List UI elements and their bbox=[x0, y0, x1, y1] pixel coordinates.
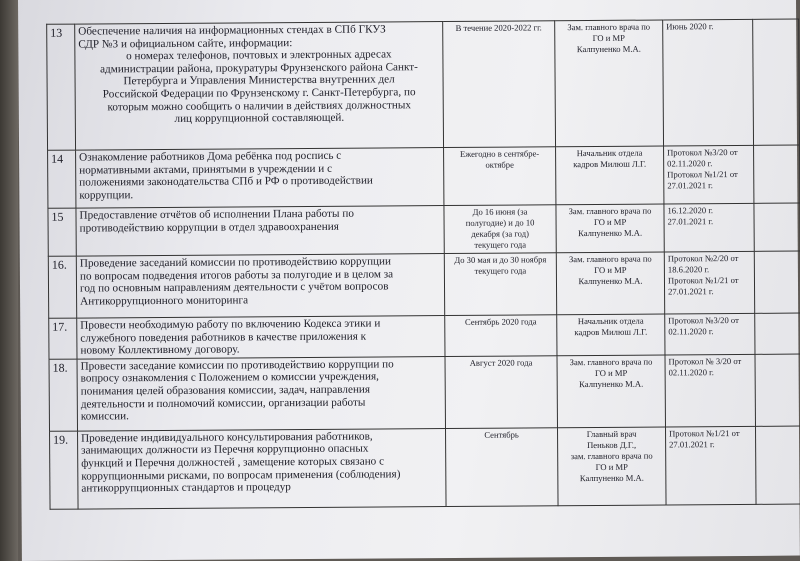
term-line: октябре bbox=[485, 159, 514, 170]
desc-line: Проведение заседаний комиссии по противодействию коррупции bbox=[79, 255, 392, 270]
resp-line: ГО и МР bbox=[594, 367, 628, 378]
completion-mark-cell bbox=[665, 426, 756, 505]
resp-line: ГО и МР bbox=[593, 216, 627, 227]
completion-mark-cell bbox=[665, 313, 755, 354]
resp-line: ГО и МР bbox=[594, 264, 627, 275]
deadline-cell bbox=[445, 356, 557, 429]
row-number: 17. bbox=[49, 318, 77, 359]
resp-line: Зам. главного врача по bbox=[568, 253, 652, 265]
term-line: полугодие) и до 10 bbox=[465, 217, 535, 228]
measure-description bbox=[76, 254, 444, 319]
desc-line: положениями законодательства СПб и РФ о противодействии bbox=[79, 174, 373, 189]
mark-line: Протокол №3/20 от bbox=[667, 146, 738, 158]
measure-description bbox=[78, 428, 447, 509]
blank-cell bbox=[753, 19, 800, 145]
desc-line: СДР №3 и официальном сайте, информации: bbox=[78, 36, 293, 51]
completion-mark-cell bbox=[664, 251, 754, 314]
mark-line: 27.01.2021 г. bbox=[669, 438, 715, 450]
resp-line: ГО и МР bbox=[595, 461, 628, 472]
desc-line: Проведение индивидуального консультирования работников, bbox=[81, 430, 373, 445]
responsible-cell bbox=[557, 355, 666, 428]
responsible-cell bbox=[556, 252, 664, 315]
mark-line: 02.11.2020 г. bbox=[668, 366, 714, 378]
term-line: В течение 2020-2022 гг. bbox=[455, 22, 542, 33]
document-page bbox=[18, 0, 800, 561]
desc-line: занимающих должности из Перечня коррупционно опасных bbox=[81, 442, 369, 457]
resp-line: Калпуненко М.А. bbox=[579, 472, 644, 483]
term-line: текущего года bbox=[474, 265, 527, 276]
term-line: Сентябрь bbox=[484, 429, 519, 440]
mark-line: 27.01.2021 г. bbox=[667, 180, 713, 191]
term-line: До 16 июня (за bbox=[472, 206, 528, 217]
measure-description bbox=[75, 22, 444, 151]
desc-line: коррупции. bbox=[79, 188, 134, 202]
mark-line: Протокол №1/21 от bbox=[667, 168, 738, 180]
desc-line: антикоррупционных стандартов и процедур bbox=[81, 481, 291, 495]
mark-line: 27.01.2021 г. bbox=[668, 286, 714, 297]
term-line: текущего года bbox=[474, 239, 527, 250]
resp-line: Калпуненко М.А. bbox=[576, 43, 641, 55]
desc-line: комиссии. bbox=[80, 410, 129, 423]
row-number: 13 bbox=[47, 24, 76, 150]
deadline-cell bbox=[444, 205, 556, 254]
resp-line: кадров Милюш Л.Г. bbox=[574, 326, 648, 338]
desc-line: нормативными актами, принятыми в учреждении и с bbox=[79, 162, 333, 177]
blank-cell bbox=[754, 145, 800, 203]
desc-line: по вопросам подведения итогов работы за полугодие и в целом за bbox=[79, 267, 394, 283]
resp-line: Калпуненко М.А. bbox=[578, 275, 643, 287]
term-line: Август 2020 года bbox=[469, 357, 533, 368]
mark-line: 27.01.2021 г. bbox=[667, 216, 714, 227]
resp-line: ГО и МР bbox=[592, 32, 625, 43]
desc-line: которым можно сообщить о наличии в действиях должностных bbox=[107, 98, 412, 113]
blank-cell bbox=[755, 426, 800, 504]
measure-description bbox=[77, 356, 445, 431]
blank-cell bbox=[755, 313, 800, 354]
table-row bbox=[48, 145, 800, 208]
table-row bbox=[49, 354, 800, 431]
resp-line: Зам. главного врача по bbox=[569, 356, 653, 367]
responsible-cell bbox=[557, 427, 666, 506]
desc-line: лиц коррупционной составляющей. bbox=[174, 111, 345, 126]
desc-line: Предоставление отчётов об исполнении Плана работы по bbox=[79, 207, 354, 222]
resp-line: зам. главного врача по bbox=[570, 450, 653, 461]
desc-line: вопросу ознакомления с Положением о комиссии учреждения, bbox=[80, 370, 379, 385]
measure-description bbox=[76, 206, 444, 257]
mark-line: 18.6.2020 г. bbox=[667, 264, 710, 275]
resp-line: Пеньков Д.Г., bbox=[587, 439, 637, 450]
desc-line: год по основным направлениям деятельности с учётом вопросов bbox=[79, 280, 389, 295]
responsible-cell bbox=[556, 204, 664, 253]
desc-line: Обеспечение наличия на информационных стендах в СПб ГКУЗ bbox=[78, 23, 386, 38]
table-row bbox=[48, 251, 800, 318]
mark-line: 02.11.2020 г. bbox=[668, 326, 714, 337]
responsible-cell bbox=[556, 146, 664, 205]
desc-line: функций и Перечня должностей , замещение которых связано с bbox=[81, 455, 385, 470]
mark-line: Протокол №1/21 от bbox=[667, 274, 739, 286]
desc-line: Петербурга и Управления Министерства внутренних дел bbox=[123, 73, 395, 88]
completion-mark-cell bbox=[664, 145, 754, 204]
term-line: Сентябрь 2020 года bbox=[464, 316, 537, 327]
blank-cell bbox=[755, 354, 800, 426]
completion-mark-cell bbox=[663, 19, 754, 146]
deadline-cell bbox=[443, 21, 556, 148]
deadline-cell bbox=[444, 147, 556, 206]
blank-cell bbox=[754, 203, 800, 251]
mark-line: Протокол №1/21 от bbox=[669, 427, 740, 439]
term-line: До 30 мая и до 30 ноября bbox=[454, 254, 547, 265]
resp-line: кадров Милюш Л.Г. bbox=[573, 158, 647, 170]
term-line: декабря (за год) bbox=[471, 228, 529, 239]
desc-line: о номерах телефонов, почтовых и электронных адресах bbox=[126, 48, 392, 63]
resp-line: Начальник отдела bbox=[577, 315, 644, 327]
mark-line: 02.11.2020 г. bbox=[667, 158, 713, 169]
measure-description bbox=[76, 148, 444, 209]
row-number: 16. bbox=[48, 256, 76, 318]
row-number: 15 bbox=[48, 208, 76, 256]
mark-line: Протокол № 3/20 от bbox=[668, 355, 742, 367]
table-row bbox=[48, 203, 800, 256]
row-number: 19. bbox=[50, 431, 79, 509]
desc-line: Провести необходимую работу по включению Кодекса этики и bbox=[80, 317, 381, 332]
table-row bbox=[49, 313, 800, 359]
resp-line: Калпуненко М.А. bbox=[579, 378, 644, 389]
completion-mark-cell bbox=[664, 203, 754, 252]
deadline-cell bbox=[444, 253, 556, 316]
measure-description bbox=[77, 316, 445, 359]
row-number: 14 bbox=[48, 150, 76, 208]
desc-line: Антикоррупционного мониторинга bbox=[80, 294, 249, 308]
row-number: 18. bbox=[49, 359, 78, 431]
resp-line: Зам. главного врача по bbox=[567, 21, 651, 33]
responsible-cell bbox=[555, 20, 664, 147]
responsible-cell bbox=[557, 314, 665, 356]
table-row bbox=[50, 426, 800, 509]
term-line: Ежегодно в сентябре- bbox=[459, 148, 540, 159]
anticorruption-plan-table bbox=[46, 19, 800, 510]
mark-line: Протокол №2/20 от bbox=[667, 252, 739, 264]
deadline-cell bbox=[446, 428, 559, 507]
desc-line: коррупционными рисками, по вопросам применения (соблюдения) bbox=[81, 467, 401, 483]
desc-line: администрации района, прокуратуры Фрунзенского района Санкт- bbox=[100, 60, 418, 76]
desc-line: новому Коллективному договору. bbox=[80, 343, 240, 357]
deadline-cell bbox=[445, 315, 557, 357]
desc-line: деятельности и полномочий комиссии, организации работы bbox=[80, 396, 366, 411]
mark-line: 16.12.2020 г. bbox=[667, 205, 714, 216]
resp-line: Начальник отдела bbox=[576, 147, 643, 159]
blank-cell bbox=[754, 251, 800, 313]
desc-line: служебного поведения работников в качестве приложения к bbox=[80, 330, 367, 345]
binding-shadow bbox=[0, 0, 18, 561]
resp-line: Зам. главного врача по bbox=[568, 205, 652, 217]
desc-line: Провести заседание комиссии по противодействию коррупции по bbox=[80, 358, 394, 373]
table-row bbox=[47, 19, 800, 150]
mark-line: Протокол №3/20 от bbox=[668, 314, 739, 326]
desc-line: противодействию коррупции в отдел здравоохранения bbox=[79, 220, 339, 235]
desc-line: Российской Федерации по Фрунзенскому г. Санкт-Петербурга, по bbox=[102, 86, 416, 101]
resp-line: Главный врач bbox=[586, 428, 637, 439]
resp-line: Калпуненко М.А. bbox=[578, 227, 643, 239]
mark-line: Июнь 2020 г. bbox=[666, 21, 714, 32]
completion-mark-cell bbox=[665, 354, 756, 427]
desc-line: Ознакомление работников Дома ребёнка под роспись с bbox=[79, 149, 342, 164]
desc-line: понимания целей образования комиссии, задач, направления bbox=[80, 383, 371, 398]
